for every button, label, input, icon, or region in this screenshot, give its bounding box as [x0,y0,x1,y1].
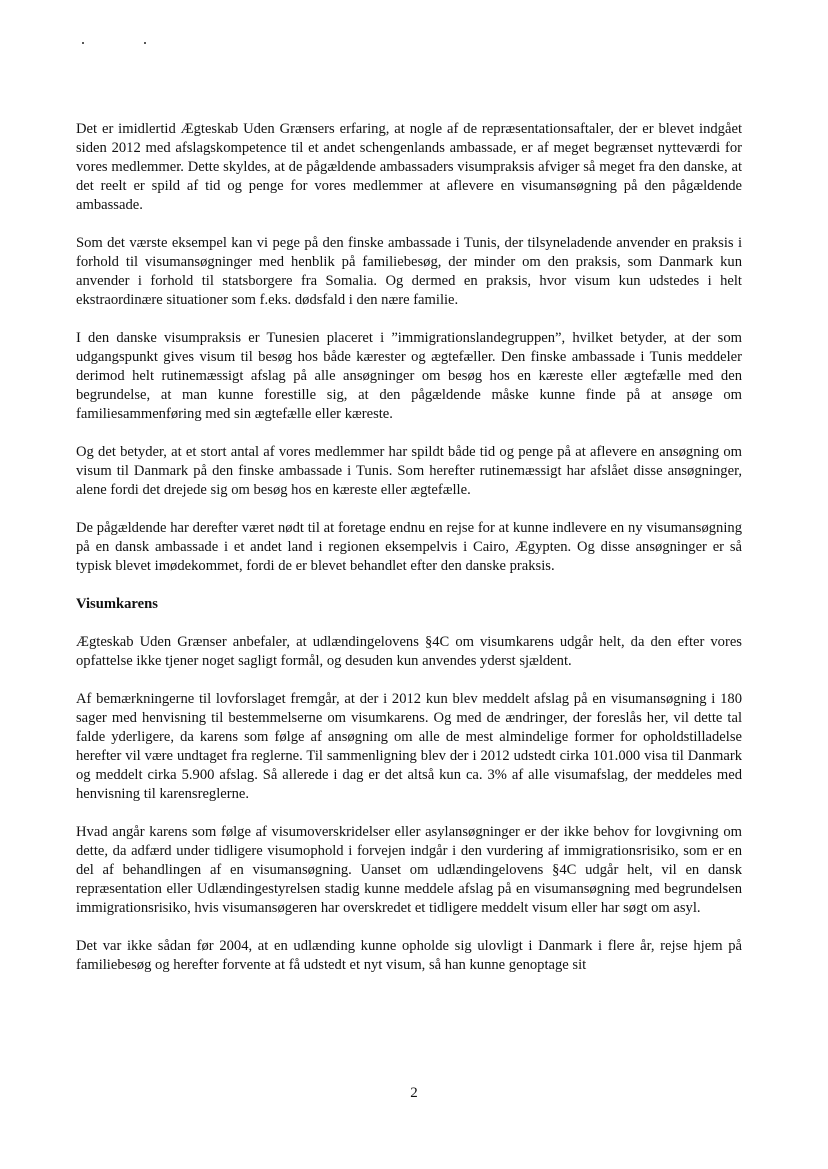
body-paragraph: Det var ikke sådan før 2004, at en udlænding kunne opholde sig ulovligt i Danmark i flere år, rejse hjem på familiebesøg og herefter forvente at få udstedt et nyt visum, så han kunne genoptage sit [76,938,742,973]
body-paragraph: Hvad angår karens som følge af visumoverskridelser eller asylansøgninger er der ikke behov for lovgivning om dette, da adfærd under tidligere visumophold i forvejen indgår i den vurdering af immigrationsrisiko, som er en del af behandlingen af en visumansøgning. Uanset om udlændingelovens §4C udgår helt, vil en dansk repræsentation eller Udlændingestyrelsen stadig kunne meddele afslag på en visumansøgning med begrundelsen immigrationsrisiko, hvis visumansøgeren har overskredet et tidligere meddelt visum eller har søgt om asyl. [76,824,742,916]
section-heading: Visumkarens [76,596,158,612]
body-paragraph: De pågældende har derefter været nødt til at foretage endnu en rejse for at kunne indlevere en ny visumansøgning på en dansk ambassade i et andet land i regionen eksempelvis i Cairo, Ægypten. Og disse ansøgninger er så typisk blevet imødekommet, fordi de er blevet behandlet efter den danske praksis. [76,520,742,574]
body-paragraph: Som det værste eksempel kan vi pege på den finske ambassade i Tunis, der tilsyneladende anvender en praksis i forhold til visumansøgninger med henblik på familiebesøg, der minder om den praksis, som Danmark kun anvender i forhold til statsborgere fra Somalia. Og dermed en praksis, hvor visum kun udstedes i helt ekstraordinære situationer som f.eks. dødsfald i den nære familie. [76,235,742,308]
scan-speck [144,42,146,44]
body-paragraph: Af bemærkningerne til lovforslaget fremgår, at der i 2012 kun blev meddelt afslag på en visumansøgning i 180 sager med henvisning til bestemmelserne om visumkarens. Og med de ændringer, der foreslås her, vil dette tal falde yderligere, da karens som følge af ansøgning om alle de mest almindelige former for opholdstilladelse herefter vil være undtaget fra reglerne. Til sammenligning blev der i 2012 udstedt cirka 101.000 visa til Danmark og meddelt cirka 5.900 afslag. Så allerede i dag er det altså kun ca. 3% af alle visumafslag, der meddeles med henvisning til karensreglerne. [76,691,742,802]
page-number: 2 [410,1085,418,1101]
body-paragraph: Ægteskab Uden Grænser anbefaler, at udlændingelovens §4C om visumkarens udgår helt, da den efter vores opfattelse ikke tjener noget sagligt formål, og desuden kun anvendes yderst sjældent. [76,634,742,669]
page-body [76,120,742,994]
body-paragraph: Det er imidlertid Ægteskab Uden Grænsers erfaring, at nogle af de repræsentationsaftaler, der er blevet indgået siden 2012 med afslagskompetence til et andet schengenlands ambassade, er af meget begrænset nytteværdi for vores medlemmer. Dette skyldes, at de pågældende ambassaders visumpraksis afviger så meget fra den danske, at det reelt er spild af tid og penge for vores medlemmer at aflevere en visumansøgning på den pågældende ambassade. [76,121,742,213]
body-paragraph: Og det betyder, at et stort antal af vores medlemmer har spildt både tid og penge på at aflevere en ansøgning om visum til Danmark på den finske ambassade i Tunis. Som herefter rutinemæssigt har afslået disse ansøgninger, alene fordi det drejede sig om besøg hos en kæreste eller ægtefælle. [76,444,742,498]
scan-speck [82,42,84,44]
body-paragraph: I den danske visumpraksis er Tunesien placeret i ”immigrationslandegruppen”, hvilket betyder, at der som udgangspunkt gives visum til besøg hos både kærester og ægtefæller. Den finske ambassade i Tunis meddeler derimod helt rutinemæssigt afslag på alle ansøgninger om besøg hos en kæreste eller ægtefælle med den begrundelse, at man kunne forestille sig, at den pågældende måske kunne finde på at ansøge om familiesammenføring med sin ægtefælle eller kæreste. [76,330,742,422]
